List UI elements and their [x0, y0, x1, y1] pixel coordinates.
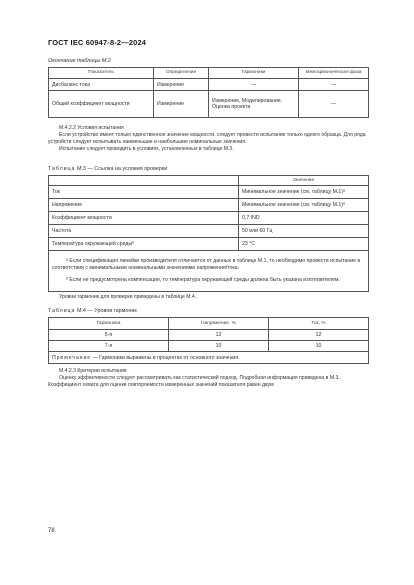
table-cell: Измерение	[154, 79, 209, 91]
table-m3	[48, 175, 369, 292]
table-cell: Измерение	[154, 91, 209, 118]
table-cell: 12	[169, 330, 269, 341]
table-cell: Дисбаланс тока	[49, 79, 154, 91]
table-note-row	[49, 352, 369, 364]
column-header: Гармоника	[49, 318, 169, 330]
table-m3-caption	[48, 166, 167, 172]
table-row	[49, 186, 369, 199]
paragraph: Уровни гармоник для проверки приведены в таблице М.4.	[59, 294, 197, 300]
table-row	[49, 225, 369, 238]
table-cell: 10	[169, 341, 269, 352]
page-number: 78	[48, 528, 55, 534]
caption-text: М.3 — Ссылка на условия проверки	[76, 166, 168, 172]
table-cell: 0,7 IND	[239, 212, 369, 225]
footnote: ᵇ Если не предусмотрена компенсация, то температура окружающей среды должна быть указана изготовителем.	[66, 276, 340, 283]
section-heading: М.4.2.2 Условия испытания	[59, 125, 124, 131]
column-header: Напряжение, %	[169, 318, 269, 330]
column-header: Показатель	[49, 68, 154, 79]
table-row	[49, 79, 369, 91]
table-cell: Общий коэффициент мощности	[49, 91, 154, 118]
table-footnotes-row	[49, 251, 369, 292]
column-header: Значение	[239, 176, 369, 186]
table-row	[49, 330, 369, 341]
table-header-row	[49, 68, 369, 79]
table-cell: 23 °С	[239, 238, 369, 251]
table-m4-caption	[48, 308, 137, 314]
table-cell: —	[299, 79, 369, 91]
table-cell: Частота	[49, 225, 239, 238]
section-m422	[48, 125, 370, 153]
section-m423	[48, 368, 370, 389]
table-m2	[48, 67, 369, 118]
table-cell: 7-я	[49, 341, 169, 352]
column-header: Межгармоническая фаза	[299, 68, 369, 79]
document-header: ГОСТ IEC 60947-8-2—2024	[48, 38, 147, 47]
caption-text: М.4 — Уровни гармоник	[76, 308, 137, 314]
table-cell: 12	[269, 330, 369, 341]
table-note	[49, 352, 369, 364]
table-cell: Ток	[49, 186, 239, 199]
table-cell: 50 или 60 Гц	[239, 225, 369, 238]
note-text: — Гармоники выражены в процентах от основного значения.	[92, 354, 240, 361]
table-cell: 10	[269, 341, 369, 352]
harmonics-intro	[48, 294, 370, 301]
table-cell: Измерение, Моделирование, Оценка проекта	[209, 91, 299, 118]
column-header	[49, 176, 239, 186]
table-row	[49, 212, 369, 225]
table-cell: Минимальное значение (см. таблицу М.1)ᵃ	[239, 199, 369, 212]
caption-label: Таблица	[48, 166, 76, 172]
table-row	[49, 91, 369, 118]
caption-label: Таблица	[48, 308, 76, 314]
table-row	[49, 199, 369, 212]
column-header: Определение	[154, 68, 209, 79]
table-cell: —	[209, 79, 299, 91]
paragraph: Испытание следует проводить в условиях, установленных в таблице М.3.	[59, 145, 234, 152]
table-cell: Коэффициент мощности	[49, 212, 239, 225]
column-header: Ток, %	[269, 318, 369, 330]
table-footnotes	[49, 251, 369, 292]
footnote: ᵃ Если спецификация линейки производителя отличается от данных в таблице М.1, то необходимо провести испытание в соответствии с минимальными номинальными значениями напряжения/тока.	[52, 258, 361, 271]
section-heading: М.4.2.3 Критерии испытания	[59, 368, 127, 374]
table-header-row	[49, 176, 369, 186]
table-cell: Напряжение	[49, 199, 239, 212]
table-cell: Температура окружающей средыᵇ	[49, 238, 239, 251]
table-cell: —	[299, 91, 369, 118]
table-m2-caption: Окончание таблицы М.2	[48, 58, 111, 64]
column-header: Гармоники	[209, 68, 299, 79]
table-row	[49, 238, 369, 251]
table-row	[49, 341, 369, 352]
table-header-row	[49, 318, 369, 330]
paragraph: Если устройство имеет только единственное значение мощности, следует провести испытание только одного образца. Для ряда устройств следует испытывать наименьшие и наибольшие номинальные значения.	[48, 131, 366, 145]
table-cell: 5-я	[49, 330, 169, 341]
paragraph: Оценку эффективности следует рассматривать как статистический подход. Подробная информация приведена в М.3. Коэффициент охвата для оценки повторяемости измеренных значений показателя равен двум	[48, 374, 340, 388]
table-cell: Минимальное значение (см. таблицу М.1)ᵃ	[239, 186, 369, 199]
table-m4	[48, 317, 369, 364]
note-label: Примечание	[52, 354, 92, 361]
